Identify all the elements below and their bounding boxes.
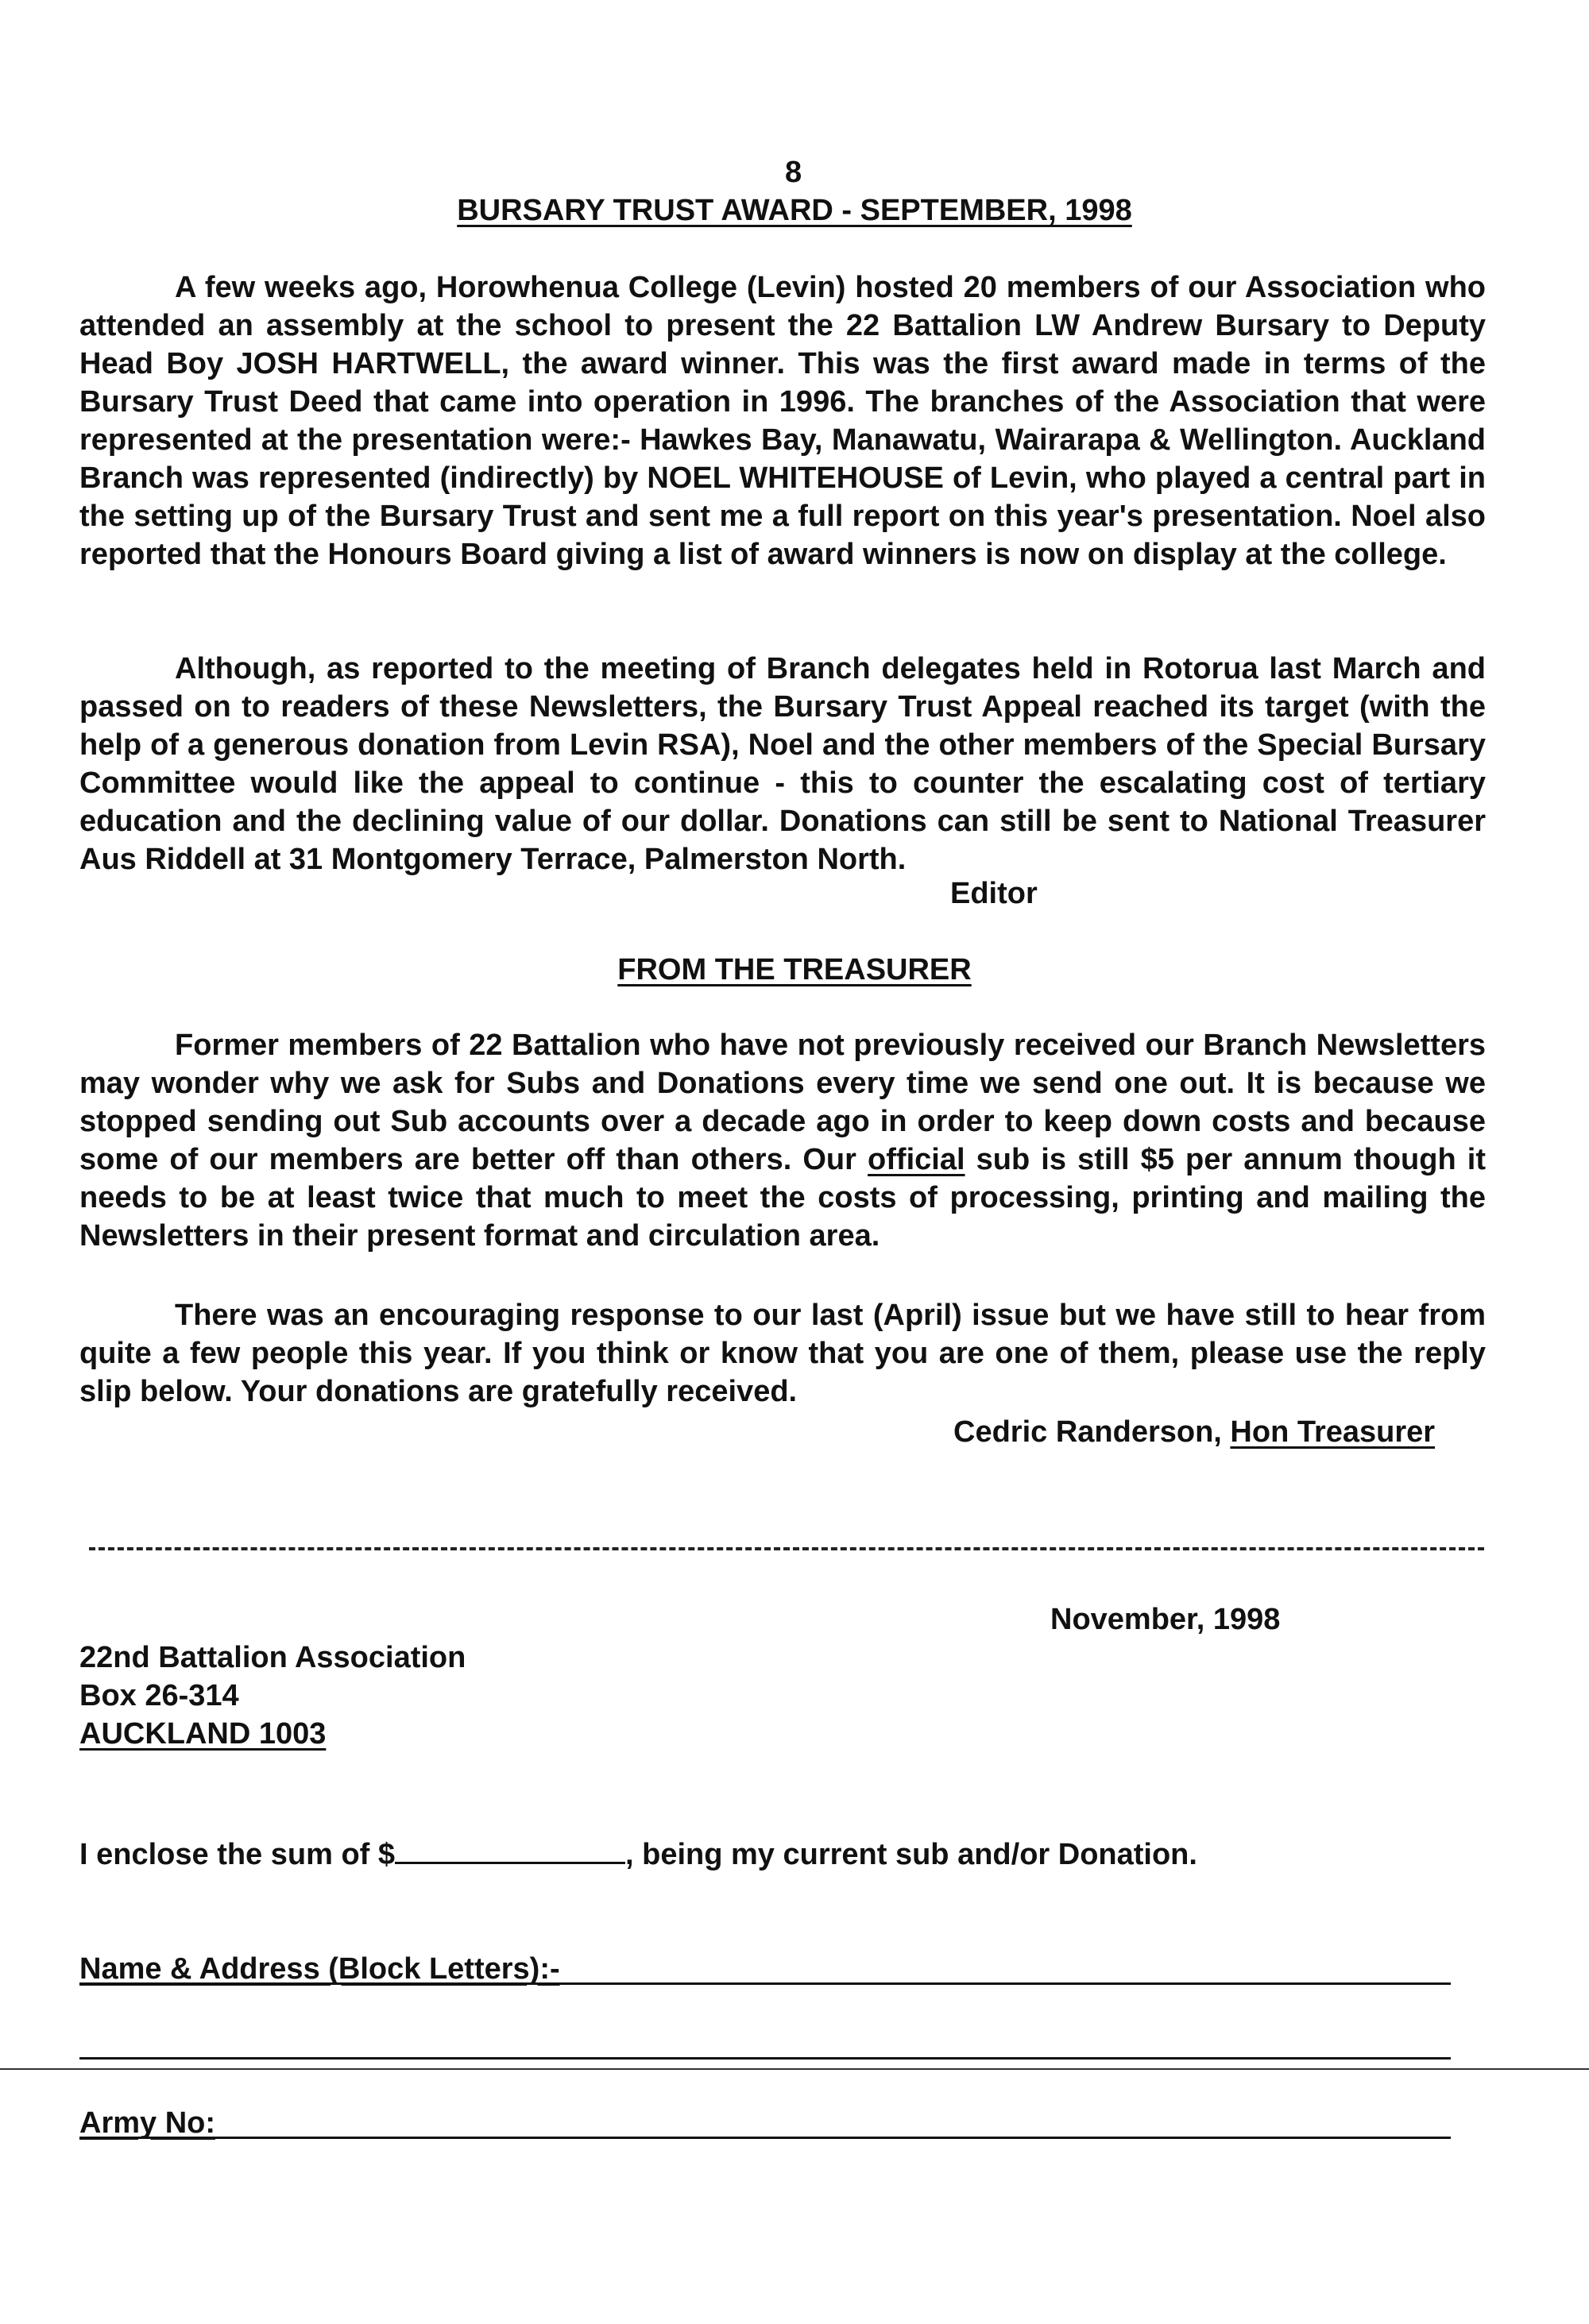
bursary-heading: BURSARY TRUST AWARD - SEPTEMBER, 1998 — [457, 194, 1132, 227]
treasurer-signature-name: Cedric Randerson, — [953, 1415, 1231, 1449]
treasurer-heading: FROM THE TREASURER — [617, 953, 972, 986]
bursary-paragraph-2-text: Although, as reported to the meeting of Branch delegates held in Rotorua last March and passed on to readers of these Newsletters, the Bursary Trust Appeal reached its target (with the help of a generous donation from Levin RSA), Noel and the other members of the Special Bursary Committee would like the appeal to continue - this to counter the escalating cost of tertiary education and the declining value of our dollar. Donations can still be sent to National Treasurer Aus Riddell at 31 Montgomery Terrace, Palmerston North. — [79, 652, 1486, 876]
cut-line — [89, 1547, 1484, 1550]
page-number: 8 — [785, 156, 802, 189]
bursary-paragraph-1 — [79, 268, 1486, 573]
treasurer-paragraph-1 — [79, 1026, 1486, 1255]
army-no-label: Army No: — [79, 2106, 216, 2140]
amount-blank[interactable] — [395, 1835, 625, 1864]
treasurer-signature-title: Hon Treasurer — [1230, 1415, 1436, 1449]
treasurer-paragraph-1-after: sub is still $5 per annum though it needs to be at least twice that much to meet the costs of processing, printing and mailing the Newsletters in their present format and circulation area. — [79, 1143, 1486, 1253]
treasurer-signature — [953, 1415, 1435, 1450]
treasurer-paragraph-1-before: Former members of 22 Battalion who have not previously received our Branch Newsletters may wonder why we ask for Subs and Donations every time we send one out. It is because we stopped sending out Sub accounts over a decade ago in order to keep down costs and because some of our members are better off than others. Our — [79, 1029, 1486, 1176]
enclose-row — [79, 1835, 1197, 1872]
address-line-2: Box 26-314 — [79, 1679, 239, 1712]
bursary-signature: Editor — [950, 877, 1038, 910]
address-line-3: AUCKLAND 1003 — [79, 1717, 327, 1751]
bursary-paragraph-1-text: A few weeks ago, Horowhenua College (Levin) hosted 20 members of our Association who attended an assembly at the school to present the 22 Battalion LW Andrew Bursary to Deputy Head Boy JOSH HARTWELL, the award winner. This was the first award made in terms of the Bursary Trust Deed that came into operation in 1996. The branches of the Association that were represented at the presentation were:- Hawkes Bay, Manawatu, Wairarapa & Wellington. Auckland Branch was represented (indirectly) by NOEL WHITEHOUSE of Levin, who played a central part in the setting up of the Bursary Trust and sent me a full report on this year's presentation. Noel also reported that the Honours Board giving a list of award winners is now on display at the college. — [79, 271, 1486, 571]
enclose-label-after: , being my current sub and/or Donation. — [625, 1838, 1197, 1871]
treasurer-paragraph-2-text: There was an encouraging response to our last (April) issue but we have still to hear from quite a few people this year. If you think or know that you are one of them, please use the reply slip below. Your donations are gratefully received. — [79, 1299, 1486, 1408]
address-blank-line[interactable] — [79, 2057, 1451, 2060]
army-no-line[interactable] — [79, 2137, 1451, 2139]
enclose-label-before: I enclose the sum of $ — [79, 1838, 395, 1871]
treasurer-paragraph-2 — [79, 1296, 1486, 1411]
bursary-paragraph-2 — [79, 650, 1486, 878]
official-emphasis: official — [868, 1143, 965, 1176]
address-line-1: 22nd Battalion Association — [79, 1641, 466, 1674]
scan-edge-rule — [0, 2068, 1589, 2070]
reply-date: November, 1998 — [1050, 1603, 1281, 1636]
name-address-line[interactable] — [79, 1982, 1451, 1985]
name-address-label: Name & Address (Block Letters):- — [79, 1952, 560, 1986]
